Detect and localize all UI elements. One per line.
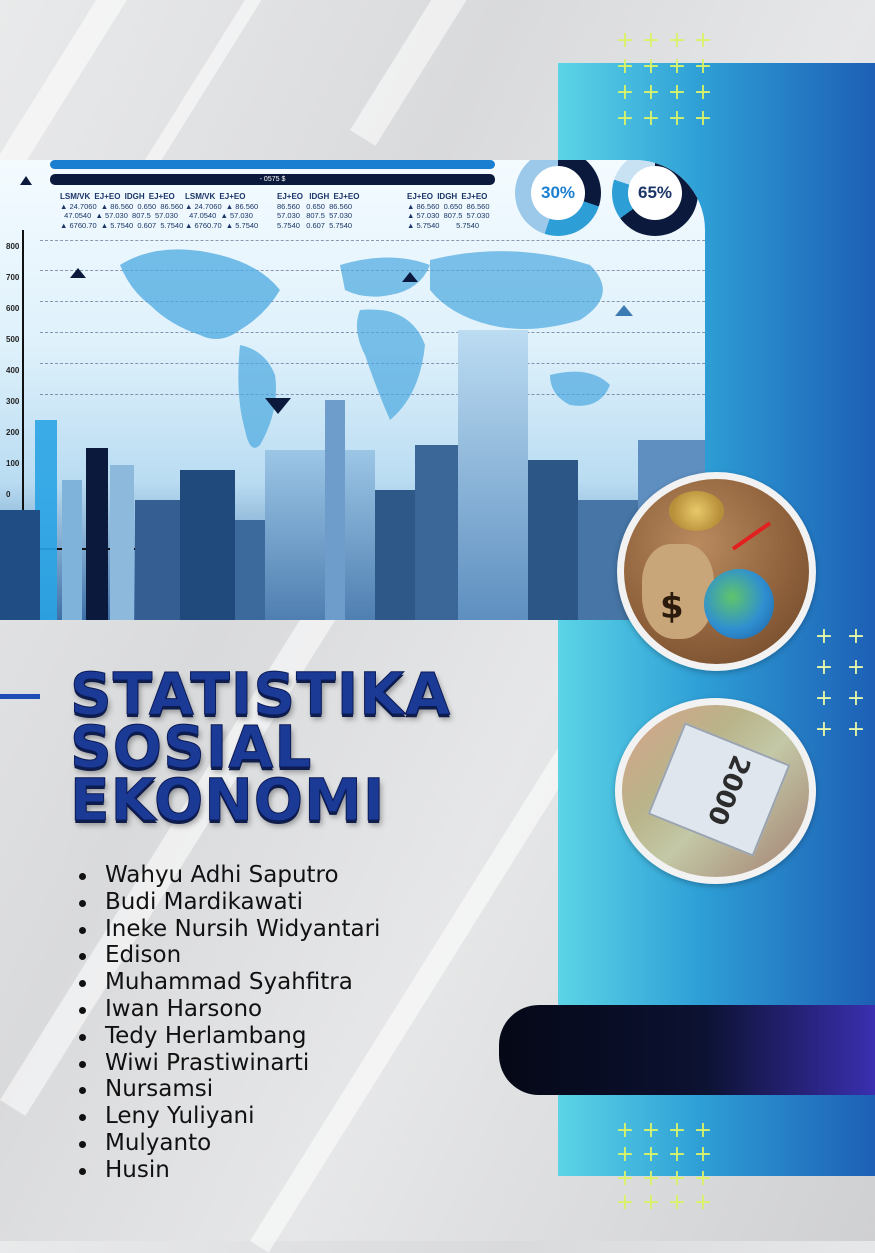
- author-list: [75, 862, 380, 1184]
- y-tick-label: 0: [6, 490, 11, 499]
- triangle-marker: [615, 305, 633, 316]
- ticker-table: EJ+EO IDGH EJ+EO 86.560 0.650 86.560 57.030 807.5 57.030 5.7540 0.607 5.7540: [277, 192, 360, 230]
- ticker-table: EJ+EO IDGH EJ+EO ▲ 86.560 0.650 86.560 ▲ 57.030 807.5 57.030 ▲ 5.7540 5.7540: [407, 192, 490, 230]
- up-arrow-icon: [732, 521, 771, 550]
- title-line-1: STATISTIKA: [70, 660, 452, 728]
- y-tick-label: 300: [6, 397, 20, 406]
- document-title: [70, 660, 452, 834]
- plus-pattern-bottom: + + + + + + + + + + + + + + + +: [615, 1118, 713, 1215]
- y-tick-label: 100: [6, 459, 20, 468]
- triangle-marker: [70, 268, 86, 278]
- author-item: Budi Mardikawati: [75, 889, 380, 916]
- banknote-icon: 2000: [700, 750, 756, 830]
- author-item: Wiwi Prastiwinarti: [75, 1050, 380, 1077]
- title-line-3: EKONOMI: [70, 766, 386, 834]
- city-skyline: [0, 390, 705, 620]
- donut-label-65: 65%: [628, 166, 682, 220]
- hero-top-bar-2: - 0575 $: [50, 174, 495, 185]
- author-item: Leny Yuliyani: [75, 1103, 380, 1130]
- author-item: Ineke Nursih Widyantari: [75, 916, 380, 943]
- author-item: Wahyu Adhi Saputro: [75, 862, 380, 889]
- y-tick-label: 400: [6, 366, 20, 375]
- dollar-sign-icon: $: [660, 587, 684, 627]
- y-tick-label: 600: [6, 304, 20, 313]
- y-tick-label: 200: [6, 428, 20, 437]
- bg-stripe: [350, 0, 587, 146]
- author-item: Mulyanto: [75, 1130, 380, 1157]
- hero-top-bar: [50, 160, 495, 169]
- y-tick-label: 500: [6, 335, 20, 344]
- y-tick-label: 800: [6, 242, 20, 251]
- author-item: Edison: [75, 942, 380, 969]
- donut-label-30: 30%: [531, 166, 585, 220]
- plus-pattern-right: + + + + + + + +: [814, 624, 866, 742]
- dark-gradient-banner: [499, 1005, 875, 1095]
- triangle-marker: [20, 176, 32, 185]
- donut-chart-30: [515, 160, 601, 236]
- author-item: Nursamsi: [75, 1076, 380, 1103]
- y-tick-label: 700: [6, 273, 20, 282]
- triangle-marker: [402, 272, 418, 282]
- title-line-2: SOSIAL: [70, 713, 313, 781]
- ticker-table: LSM/VK EJ+EO IDGH EJ+EO ▲ 24.7060 ▲ 86.560 0.650 86.560 47.0540 ▲ 57.030 807.5 57.030 ▲ 6760.70 ▲ 5.7540 0.607 5.7540: [60, 192, 184, 230]
- author-item: Muhammad Syahfitra: [75, 969, 380, 996]
- hero-finance-image: [0, 160, 705, 620]
- globe-icon: [704, 569, 774, 639]
- author-item: Iwan Harsono: [75, 996, 380, 1023]
- money-bag-globe-photo: [617, 472, 816, 671]
- author-item: Tedy Herlambang: [75, 1023, 380, 1050]
- author-item: Husin: [75, 1157, 380, 1184]
- plus-pattern-top: + + + + + + + + + + + + + + + +: [615, 28, 713, 131]
- donut-chart-65: [612, 160, 698, 236]
- ticker-table: LSM/VK EJ+EO ▲ 24.7060 ▲ 86.560 47.0540 ▲ 57.030 ▲ 6760.70 ▲ 5.7540: [185, 192, 259, 230]
- accent-dash: [0, 694, 40, 699]
- coins-icon: [669, 491, 724, 531]
- banknotes-photo: [615, 698, 816, 884]
